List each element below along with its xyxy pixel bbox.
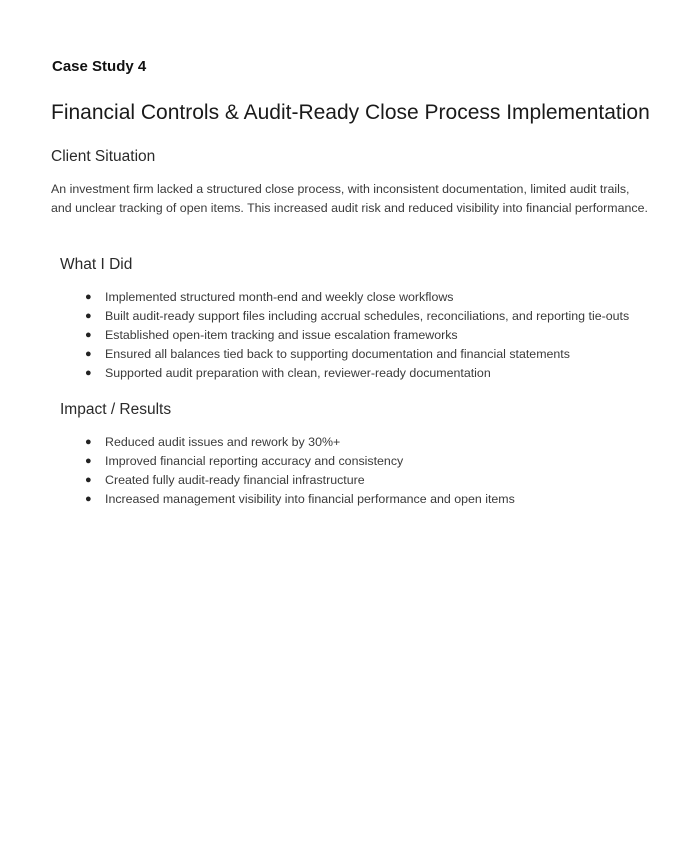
list-item-text: Supported audit preparation with clean, reviewer-ready documentation [105, 366, 491, 380]
list-item [0, 307, 700, 326]
list-item-text: Reduced audit issues and rework by 30%+ [105, 435, 341, 449]
list-item-text: Established open-item tracking and issue escalation frameworks [105, 328, 458, 342]
impact-results-heading: Impact / Results [60, 401, 172, 418]
list-item [0, 345, 700, 364]
bullet-icon: ● [85, 291, 92, 303]
bullet-icon: ● [85, 367, 92, 379]
list-item [0, 471, 700, 490]
list-item-text: Created fully audit-ready financial infrastructure [105, 473, 365, 487]
what-i-did-heading: What I Did [60, 256, 133, 273]
list-item [0, 490, 700, 509]
list-item [0, 364, 700, 383]
client-situation-paragraph: An investment firm lacked a structured close process, with inconsistent documentation, limited audit trails, and unclear tracking of open items. This increased audit risk and reduced visibility into financial performance. [51, 182, 648, 215]
bullet-icon: ● [85, 493, 92, 505]
bullet-icon: ● [85, 474, 92, 486]
list-item [0, 288, 700, 307]
page-title: Financial Controls & Audit-Ready Close Process Implementation [51, 101, 650, 124]
list-item-text: Increased management visibility into financial performance and open items [105, 492, 515, 506]
bullet-icon: ● [85, 436, 92, 448]
list-item [0, 452, 700, 471]
impact-results-list [0, 433, 700, 509]
list-item-text: Ensured all balances tied back to supporting documentation and financial statements [105, 347, 570, 361]
list-item-text: Implemented structured month-end and weekly close workflows [105, 290, 454, 304]
bullet-icon: ● [85, 310, 92, 322]
list-item [0, 326, 700, 345]
case-study-label: Case Study 4 [52, 58, 147, 75]
bullet-icon: ● [85, 329, 92, 341]
list-item-text: Improved financial reporting accuracy and consistency [105, 454, 404, 468]
list-item [0, 433, 700, 452]
client-situation-heading: Client Situation [51, 148, 156, 165]
list-item-text: Built audit-ready support files including accrual schedules, reconciliations, and reporting tie-outs [105, 309, 630, 323]
what-i-did-list [0, 288, 700, 383]
bullet-icon: ● [85, 455, 92, 467]
bullet-icon: ● [85, 348, 92, 360]
